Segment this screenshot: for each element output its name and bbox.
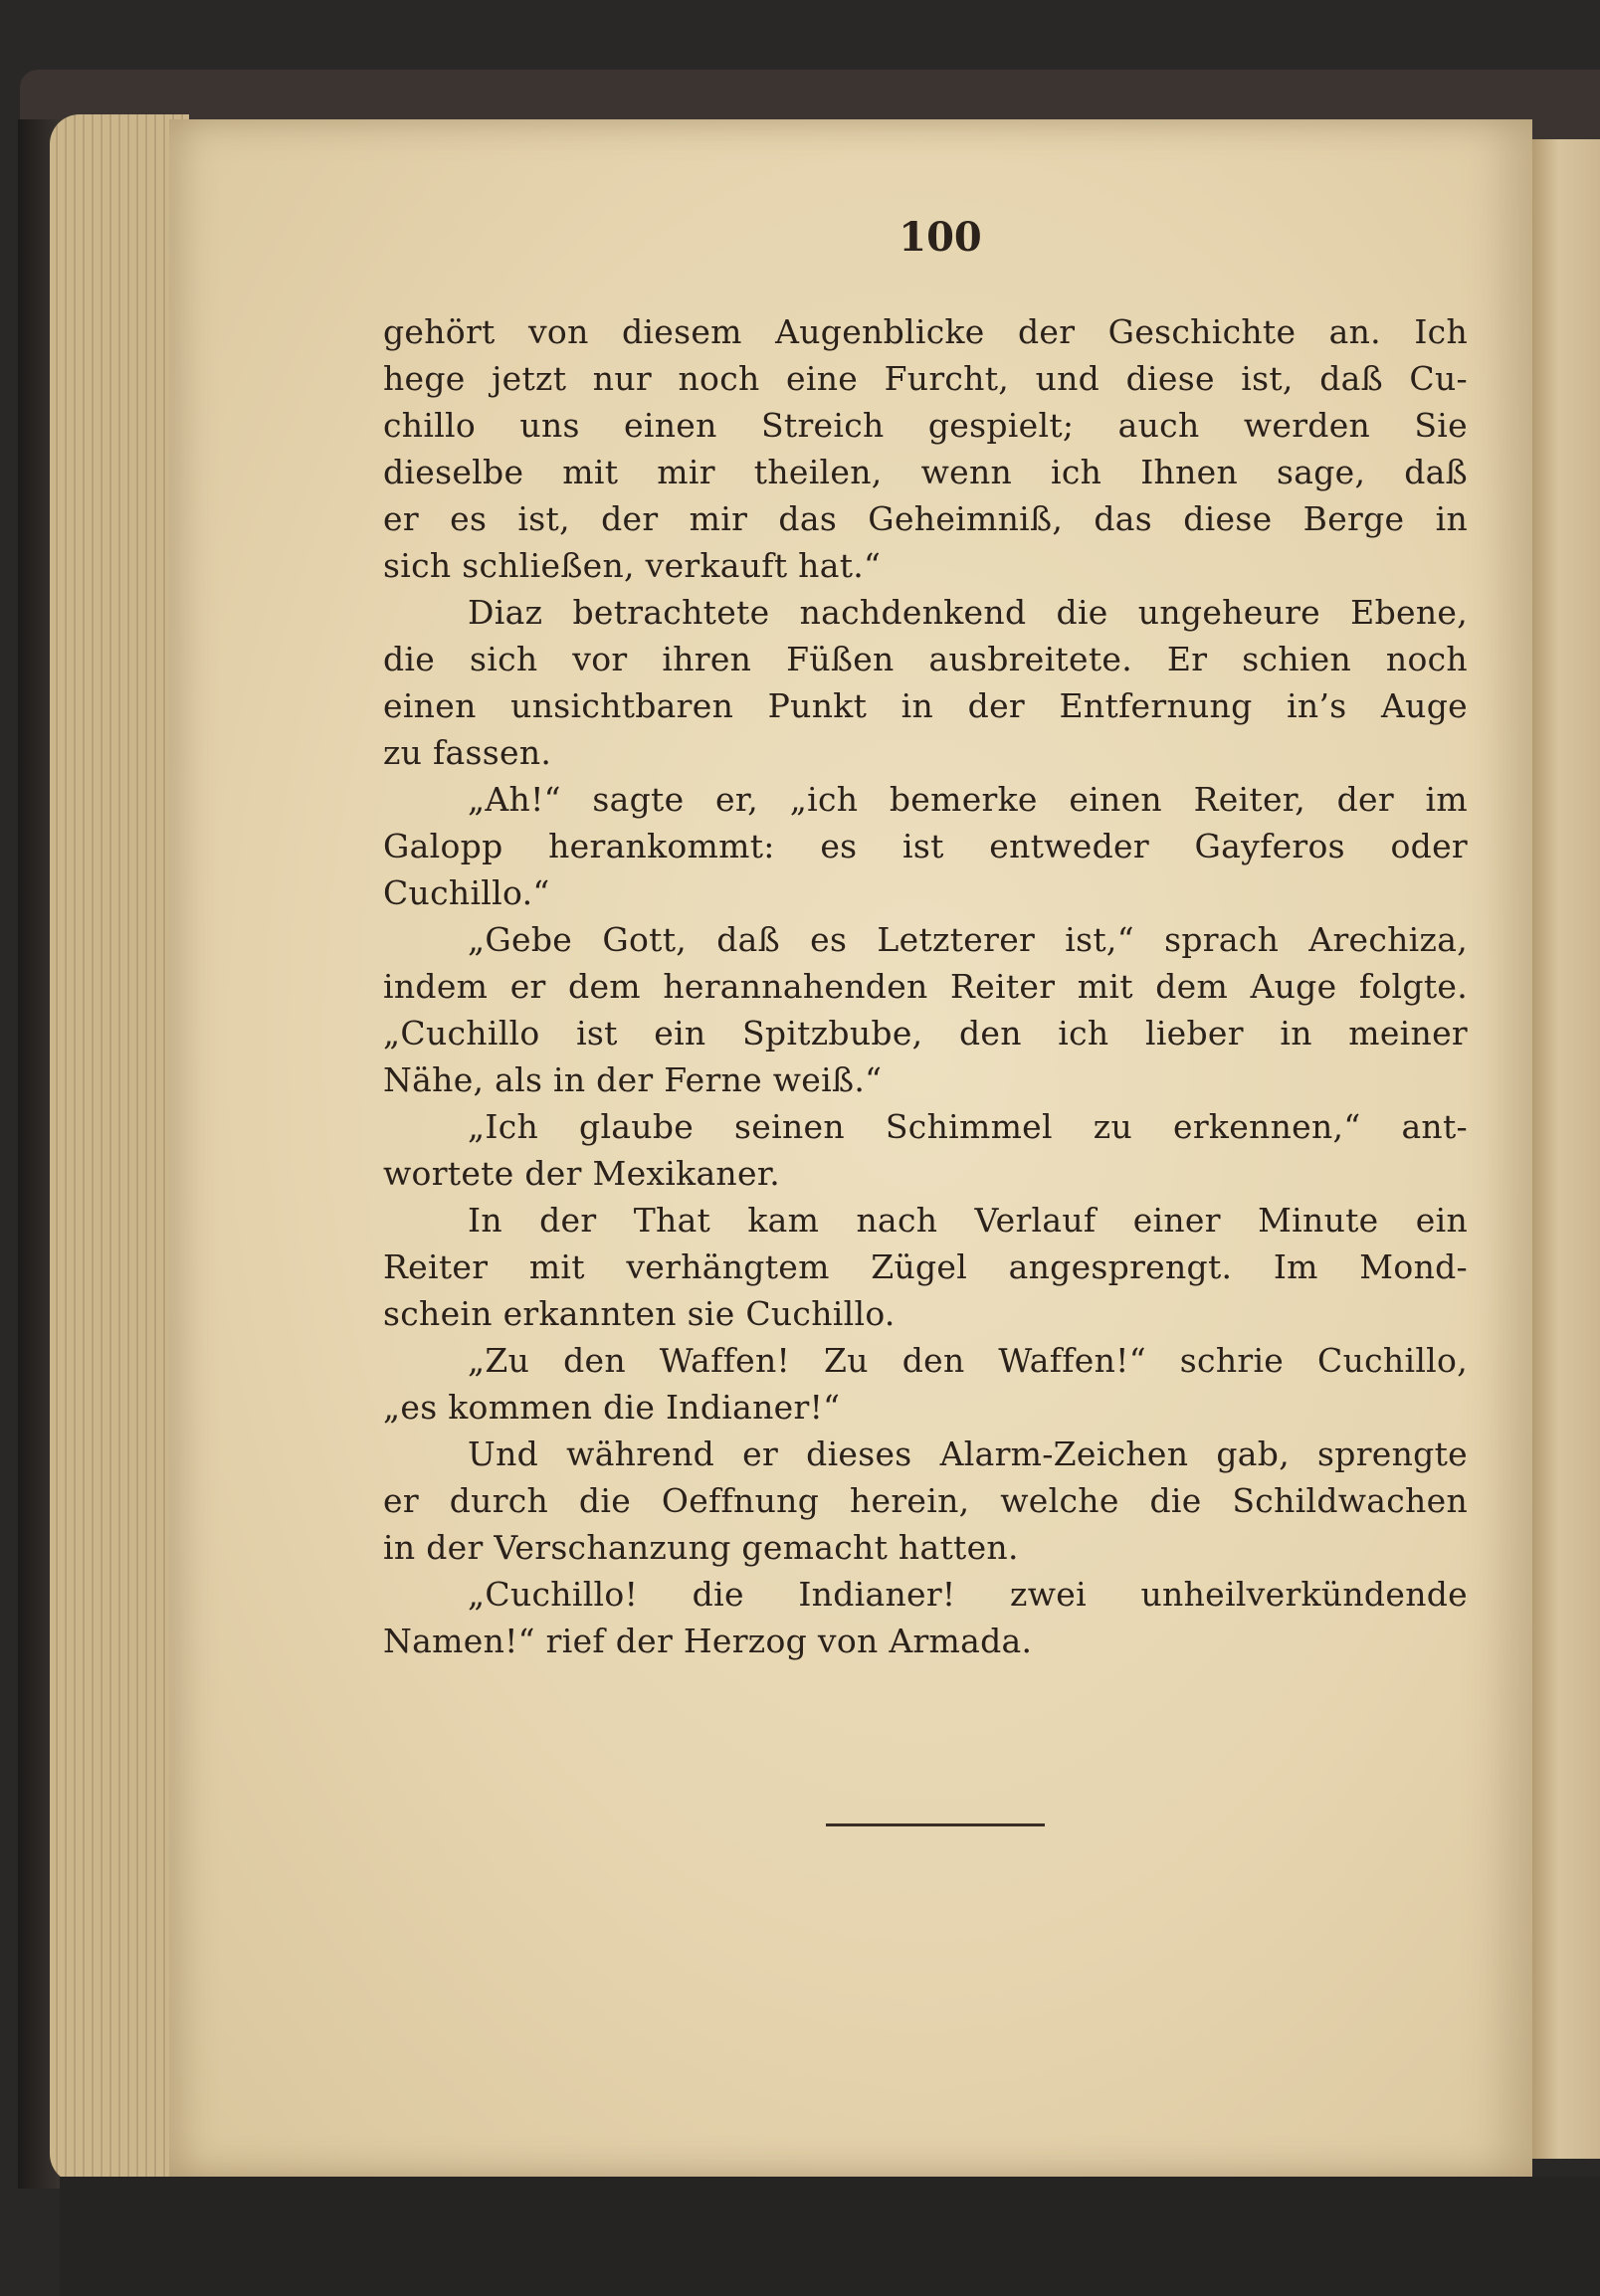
page-number: 100 [899, 214, 982, 261]
text-line: wortete der Mexikaner. [383, 1154, 781, 1193]
text-line: er es ist, der mir das Geheimniß, das diese Berge in [383, 499, 1468, 538]
text-line: dieselbe mit mir theilen, wenn ich Ihnen sage, daß [383, 453, 1468, 491]
page-text [383, 308, 1468, 1664]
page-stack-edge [50, 114, 189, 2184]
text-line: Reiter mit verhängtem Zügel angesprengt. Im Mond- [383, 1247, 1468, 1286]
text-line: schein erkannten sie Cuchillo. [383, 1294, 896, 1333]
text-line: sich schließen, verkauft hat.“ [383, 546, 882, 585]
text-line: Nähe, als in der Ferne weiß.“ [383, 1060, 883, 1099]
text-line: In der That kam nach Verlauf einer Minute ein [468, 1201, 1468, 1240]
text-line: Und während er dieses Alarm-Zeichen gab, sprengte [468, 1435, 1468, 1473]
text-line: hege jetzt nur noch eine Furcht, und diese ist, daß Cu- [383, 359, 1468, 398]
text-line: chillo uns einen Streich gespielt; auch werden Sie [383, 406, 1468, 445]
section-end-rule [826, 1823, 1045, 1826]
text-line: indem er dem herannahenden Reiter mit dem Auge folgte. [383, 967, 1468, 1006]
text-line: die sich vor ihren Füßen ausbreitete. Er schien noch [383, 640, 1468, 678]
text-line: in der Verschanzung gemacht hatten. [383, 1528, 1019, 1567]
text-line: er durch die Oeffnung herein, welche die Schildwachen [383, 1481, 1468, 1520]
text-line: „Ich glaube seinen Schimmel zu erkennen,“ ant- [468, 1107, 1468, 1146]
facing-page-edge [1532, 139, 1600, 2159]
text-line: „Gebe Gott, daß es Letzterer ist,“ sprach Arechiza, [468, 920, 1468, 959]
text-line: „Zu den Waffen! Zu den Waffen!“ schrie Cuchillo, [468, 1341, 1468, 1380]
text-line: „es kommen die Indianer!“ [383, 1388, 841, 1427]
background-shadow [60, 2177, 1600, 2296]
text-line: „Ah!“ sagte er, „ich bemerke einen Reiter, der im [468, 780, 1468, 819]
text-line: Cuchillo.“ [383, 873, 550, 912]
text-line: Namen!“ rief der Herzog von Armada. [383, 1622, 1033, 1660]
text-line: einen unsichtbaren Punkt in der Entfernung in’s Auge [383, 686, 1468, 725]
text-line: „Cuchillo! die Indianer! zwei unheilverkündende [468, 1575, 1468, 1614]
text-line: zu fassen. [383, 733, 552, 772]
text-line: Diaz betrachtete nachdenkend die ungeheure Ebene, [468, 593, 1468, 632]
text-line: „Cuchillo ist ein Spitzbube, den ich lieber in meiner [383, 1014, 1468, 1052]
text-line: gehört von diesem Augenblicke der Geschichte an. Ich [383, 312, 1468, 351]
text-line: Galopp herankommt: es ist entweder Gayferos oder [383, 827, 1468, 865]
